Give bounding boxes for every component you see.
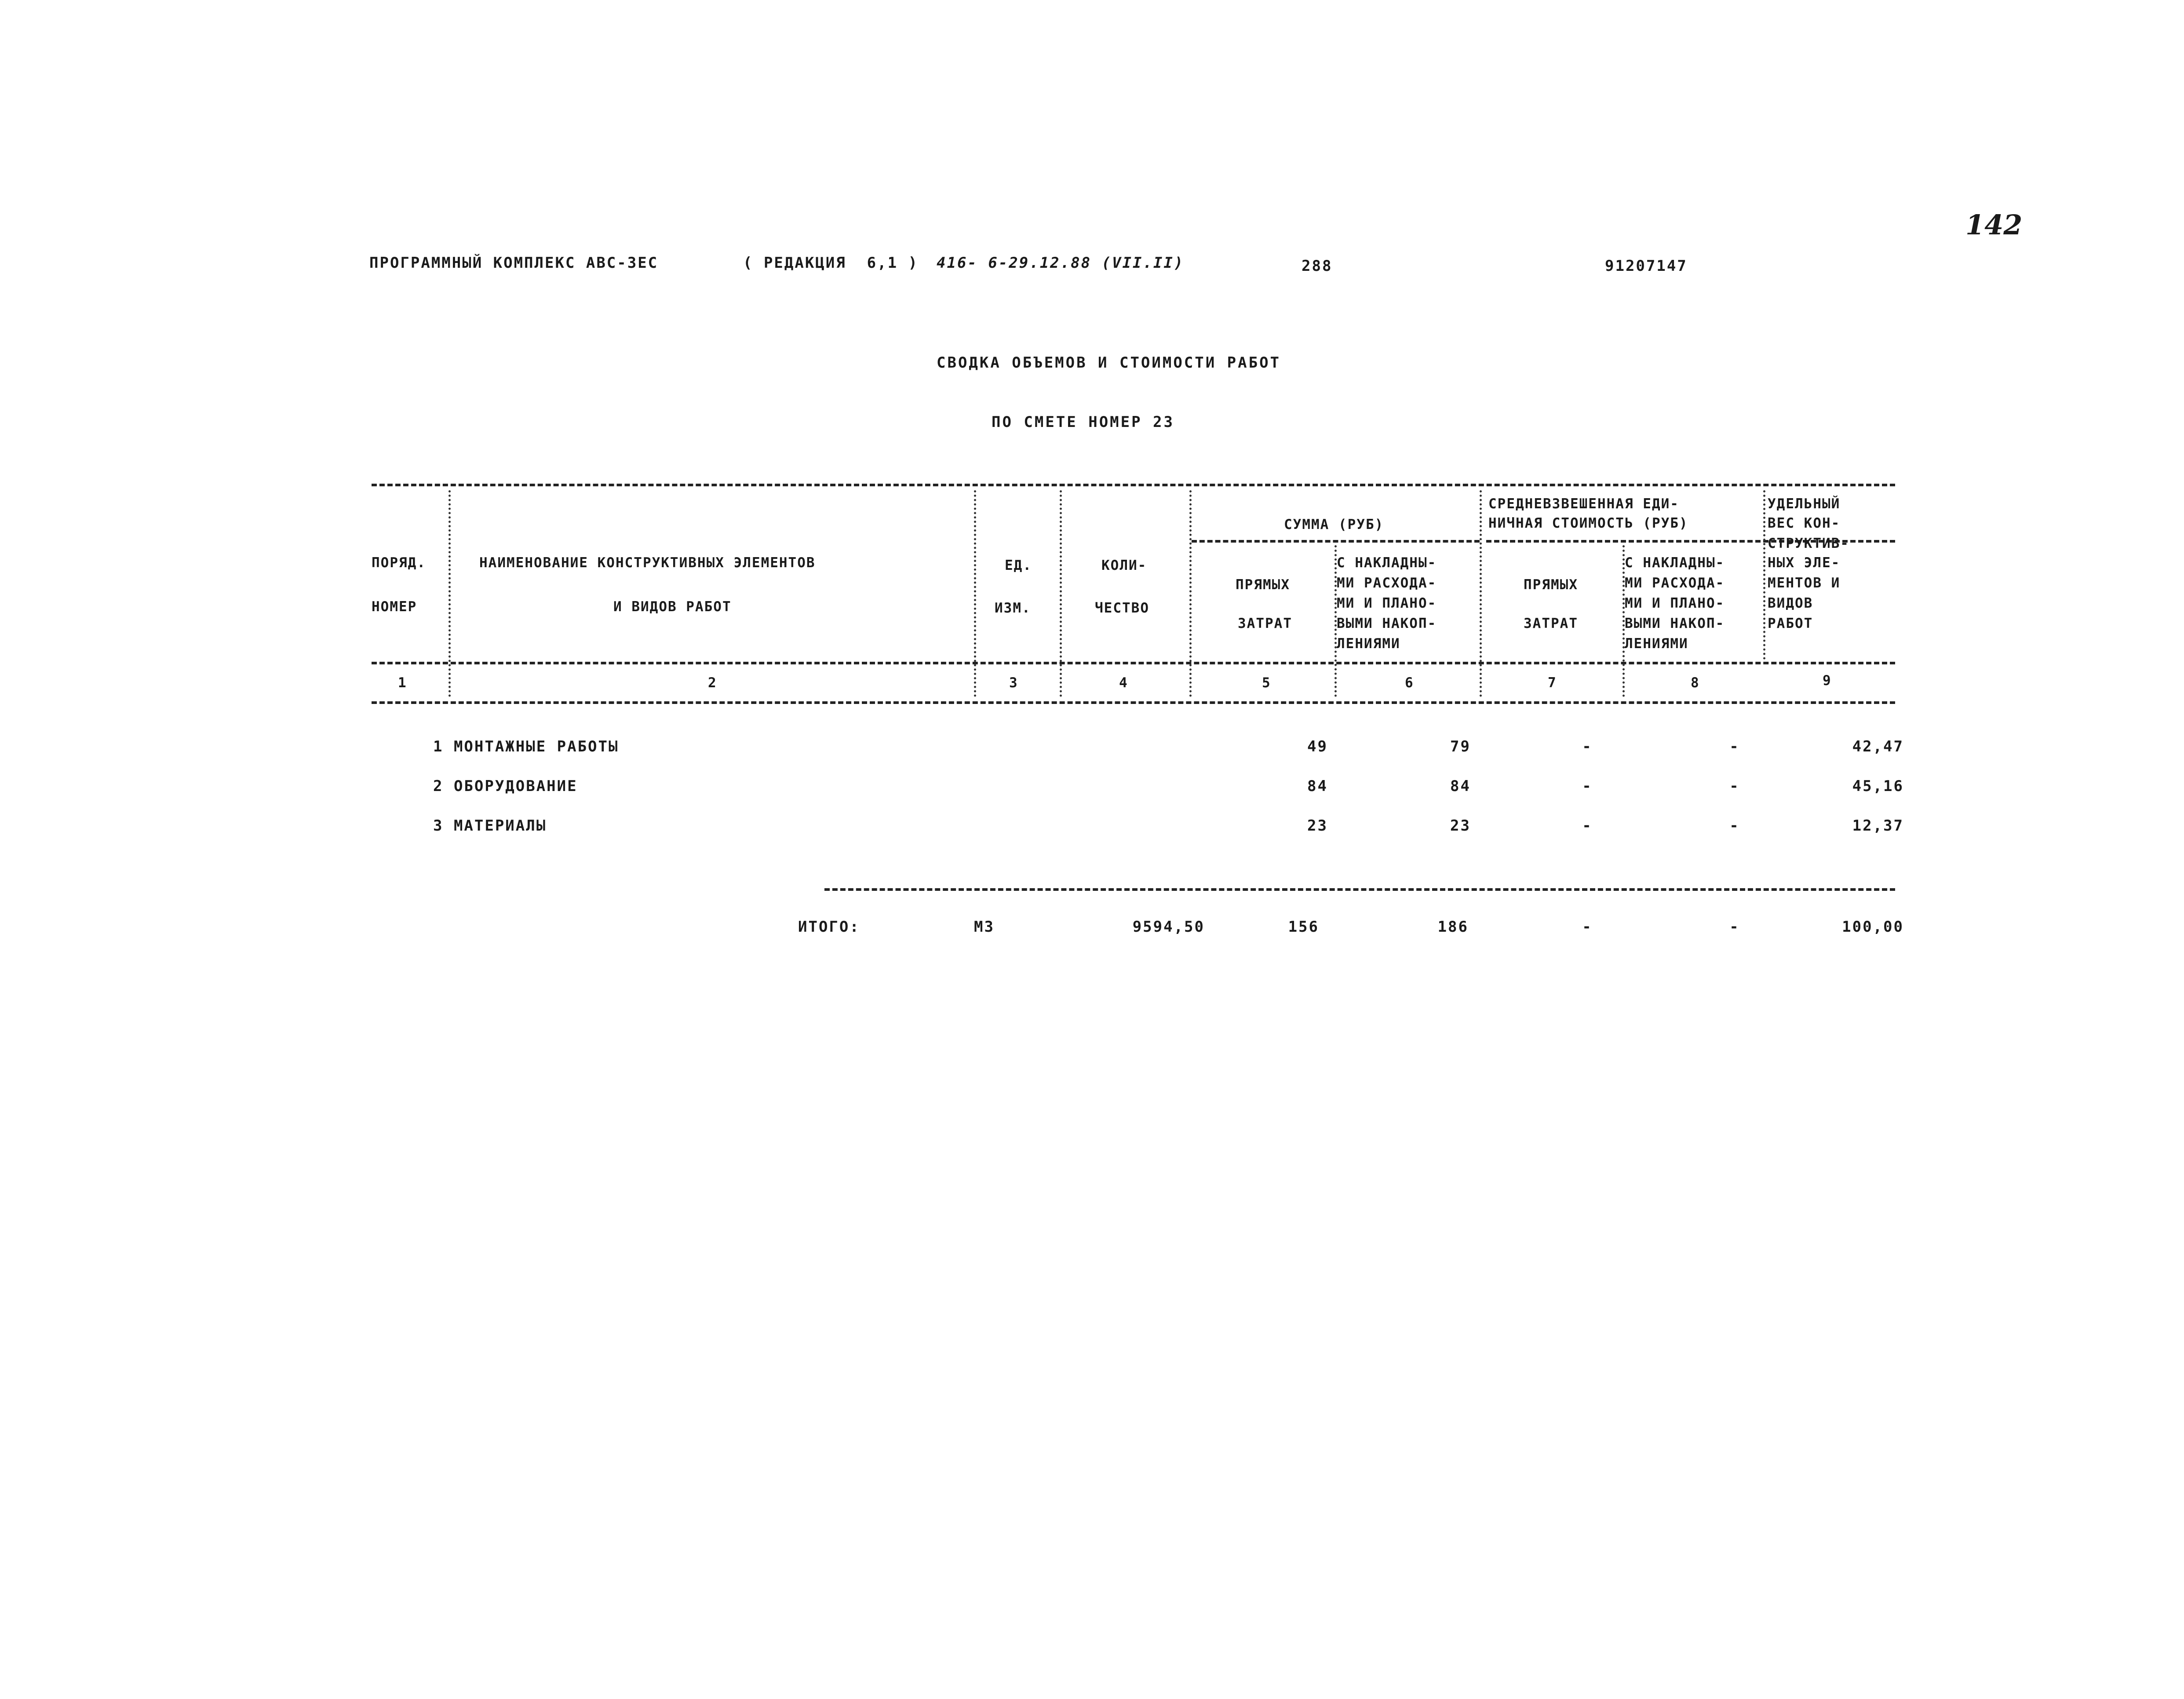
hdr-direct-1: ПРЯМЫХ [1236, 577, 1290, 593]
edition-label: ( РЕДАКЦИЯ 6,1 ) [743, 254, 919, 272]
row-share: 45,16 [1852, 777, 1904, 795]
row-direct: 23 [1307, 817, 1328, 835]
hdr-qty-1: КОЛИ- [1101, 558, 1147, 573]
hdr-unit-1: ЕД. [1005, 558, 1032, 573]
hdr-name-2: И ВИДОВ РАБОТ [613, 599, 732, 615]
row-share: 42,47 [1852, 738, 1904, 755]
header-bottom-rule [372, 662, 1895, 664]
total-avg-direct: - [1582, 918, 1593, 936]
row-avg-overhead: - [1729, 738, 1740, 755]
hdr-avg-group-1: СРЕДНЕВЗВЕШЕННАЯ ЕДИ- [1488, 496, 1679, 512]
row-overhead: 23 [1450, 817, 1471, 835]
hdr-share-5: МЕНТОВ И [1768, 575, 1841, 591]
table-top-rule [372, 484, 1895, 486]
colnum-1: 1 [398, 675, 407, 691]
hdr-share-2: ВЕС КОН- [1768, 515, 1841, 531]
total-direct: 156 [1288, 918, 1319, 936]
colnum-8: 8 [1691, 675, 1700, 691]
hdr-share-1: УДЕЛЬНЫЙ [1768, 496, 1841, 512]
document-subtitle: ПО СМЕТЕ НОМЕР 23 [992, 413, 1174, 431]
row-avg-overhead: - [1729, 817, 1740, 835]
row-overhead: 79 [1450, 738, 1471, 755]
hdr-share-7: РАБОТ [1768, 616, 1813, 631]
hdr-order-1: ПОРЯД. [372, 555, 426, 571]
total-share: 100,00 [1842, 918, 1904, 936]
hdr-share-6: ВИДОВ [1768, 595, 1813, 611]
hdr-overhead-3: МИ И ПЛАНО- [1337, 595, 1437, 611]
row-share: 12,37 [1852, 817, 1904, 835]
hdr-order-2: НОМЕР [372, 599, 417, 615]
total-unit: М3 [974, 918, 995, 936]
colnum-6: 6 [1405, 675, 1414, 691]
document-title: СВОДКА ОБЪЕМОВ И СТОИМОСТИ РАБОТ [937, 354, 1281, 372]
hdr-avg-overhead-4: ВЫМИ НАКОП- [1625, 616, 1725, 631]
row-overhead: 84 [1450, 777, 1471, 795]
column-number-rule [372, 701, 1895, 704]
hdr-direct-2: ЗАТРАТ [1238, 616, 1292, 631]
total-label: ИТОГО: [798, 918, 860, 936]
hdr-overhead-2: МИ РАСХОДА- [1337, 575, 1437, 591]
col-sep-6 [1480, 490, 1482, 697]
colnum-5: 5 [1262, 675, 1271, 691]
hdr-qty-2: ЧЕСТВО [1095, 600, 1149, 616]
col-sep-2 [974, 490, 976, 697]
hdr-avg-direct-1: ПРЯМЫХ [1524, 577, 1578, 593]
hdr-avg-direct-2: ЗАТРАТ [1524, 616, 1578, 631]
row-avg-direct: - [1582, 738, 1593, 755]
row-direct: 84 [1307, 777, 1328, 795]
colnum-3: 3 [1009, 675, 1018, 691]
hdr-unit-2: ИЗМ. [995, 600, 1031, 616]
sheet-mark: 142 [1965, 209, 2023, 241]
hdr-avg-group-2: НИЧНАЯ СТОИМОСТЬ (РУБ) [1488, 515, 1688, 531]
col-sep-1 [448, 490, 451, 697]
colnum-9: 9 [1823, 673, 1832, 689]
row-avg-direct: - [1582, 817, 1593, 835]
colnum-4: 4 [1119, 675, 1128, 691]
hdr-avg-overhead-5: ЛЕНИЯМИ [1625, 636, 1688, 652]
total-qty: 9594,50 [1132, 918, 1205, 936]
hdr-avg-overhead-3: МИ И ПЛАНО- [1625, 595, 1725, 611]
hdr-share-4: НЫХ ЭЛЕ- [1768, 555, 1841, 571]
hdr-share-3: СТРУКТИВ- [1768, 536, 1849, 551]
row-avg-direct: - [1582, 777, 1593, 795]
hdr-sum-group: СУММА (РУБ) [1284, 517, 1384, 532]
document-id: 91207147 [1605, 257, 1688, 275]
total-rule [824, 888, 1895, 891]
hdr-name-1: НАИМЕНОВАНИЕ КОНСТРУКТИВНЫХ ЭЛЕМЕНТОВ [479, 555, 816, 571]
colnum-2: 2 [708, 675, 717, 691]
hdr-avg-overhead-2: МИ РАСХОДА- [1625, 575, 1725, 591]
row-name: 1 МОНТАЖНЫЕ РАБОТЫ [433, 738, 619, 755]
col-sep-3 [1060, 490, 1062, 697]
hdr-avg-overhead-1: С НАКЛАДНЫ- [1625, 555, 1725, 571]
row-avg-overhead: - [1729, 777, 1740, 795]
handwritten-code: 416- 6-29.12.88 (VII.II) [937, 254, 1185, 272]
sum-group-rule [1192, 540, 1480, 543]
row-name: 2 ОБОРУДОВАНИЕ [433, 777, 578, 795]
col-sep-4 [1189, 490, 1192, 697]
colnum-7: 7 [1548, 675, 1557, 691]
hdr-overhead-4: ВЫМИ НАКОП- [1337, 616, 1437, 631]
col-sep-8 [1763, 490, 1765, 660]
hdr-overhead-1: С НАКЛАДНЫ- [1337, 555, 1437, 571]
total-overhead: 186 [1437, 918, 1469, 936]
program-name: ПРОГРАММНЫЙ КОМПЛЕКС АВС-3ЕС [369, 254, 659, 272]
row-direct: 49 [1307, 738, 1328, 755]
hdr-overhead-5: ЛЕНИЯМИ [1337, 636, 1400, 652]
total-avg-overhead: - [1729, 918, 1740, 936]
page-number: 288 [1302, 257, 1333, 275]
row-name: 3 МАТЕРИАЛЫ [433, 817, 547, 835]
